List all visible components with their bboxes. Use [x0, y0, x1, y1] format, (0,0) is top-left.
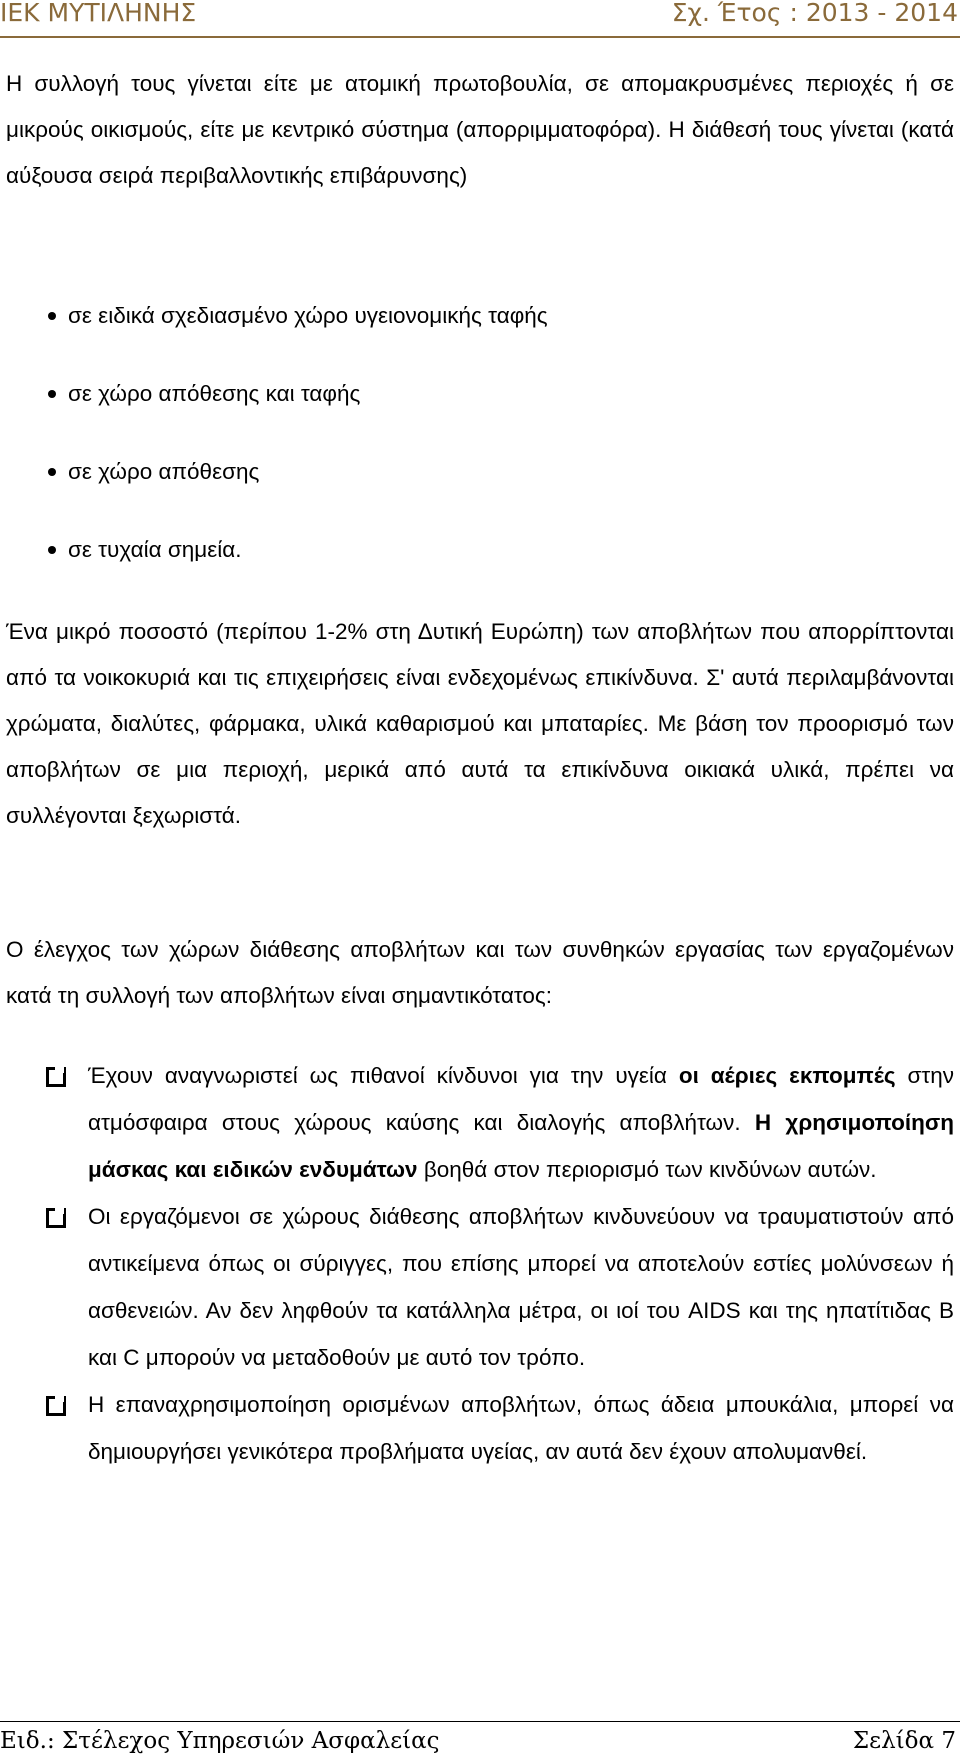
risk-list	[44, 1052, 954, 1475]
paragraph-hazardous	[6, 609, 954, 839]
footer-divider	[0, 1721, 960, 1722]
list-item: σε χώρο απόθεσης και ταφής	[48, 371, 548, 449]
list-item: σε ειδικά σχεδιασμένο χώρο υγειονομικής ταφής	[48, 293, 548, 371]
square-bullet-icon	[46, 1396, 66, 1416]
square-bullet-icon	[46, 1067, 66, 1087]
header-school-year: Σχ. Έτος : 2013 - 2014	[671, 0, 958, 27]
list-item: σε χώρο απόθεσης	[48, 449, 548, 527]
header-school: ΙΕΚ ΜΥΤΙΛΗΝΗΣ	[0, 0, 197, 27]
list-item: σε τυχαία σημεία.	[48, 527, 548, 605]
square-bullet-icon	[46, 1208, 66, 1228]
bullet-icon	[48, 390, 56, 398]
paragraph-control	[6, 927, 954, 1019]
list-item: Έχουν αναγνωριστεί ως πιθανοί κίνδυνοι για την υγεία οι αέριες εκπομπές στην ατμόσφαιρα στους χώρους καύσης και διαλογής αποβλήτων. Η χρησιμοποίηση μάσκας και ειδικών ενδυμάτων βοηθά στον περιορισμό των κινδύνων αυτών.	[44, 1052, 954, 1193]
disposal-list	[48, 293, 548, 605]
page-header	[0, 0, 960, 36]
list-item: Οι εργαζόμενοι σε χώρους διάθεσης αποβλήτων κινδυνεύουν να τραυματιστούν από αντικείμενα όπως οι σύριγγες, που επίσης μπορεί να αποτελούν εστίες μολύνσεων ή ασθενειών. Αν δεν ληφθούν τα κατάλληλα μέτρα, οι ιοί του AIDS και της ηπατίτιδας Β και C μπορούν να μεταδοθούν με αυτό τον τρόπο.	[44, 1193, 954, 1381]
header-divider	[0, 36, 960, 38]
bullet-icon	[48, 468, 56, 476]
paragraph-text: Ο έλεγχος των χώρων διάθεσης αποβλήτων και των συνθηκών εργασίας των εργαζομένων κατά τη συλλογή των αποβλήτων είναι σημαντικότατος:	[6, 937, 954, 1008]
bullet-icon	[48, 312, 56, 320]
list-item: Η επαναχρησιμοποίηση ορισμένων αποβλήτων, όπως άδεια μπουκάλια, μπορεί να δημιουργήσει γενικότερα προβλήματα υγείας, αν αυτά δεν έχουν απολυμανθεί.	[44, 1381, 954, 1475]
page-number: Σελίδα 7	[852, 1728, 956, 1754]
paragraph-text: Ένα μικρό ποσοστό (περίπου 1-2% στη Δυτική Ευρώπη) των αποβλήτων που απορρίπτονται από τα νοικοκυριά και τις επιχειρήσεις είναι ενδεχομένως επικίνδυνα. Σ' αυτά περιλαμβάνονται χρώματα, διαλύτες, φάρμακα, υλικά καθαρισμού και μπαταρίες. Με βάση τον προορισμό των αποβλήτων σε μια περιοχή, μερικά από αυτά τα επικίνδυνα οικιακά υλικά, πρέπει να συλλέγονται ξεχωριστά.	[6, 619, 954, 828]
footer-specialty: Ειδ.: Στέλεχος Υπηρεσιών Ασφαλείας	[0, 1728, 440, 1754]
bullet-icon	[48, 546, 56, 554]
paragraph-collection	[6, 61, 954, 199]
paragraph-text: Η συλλογή τους γίνεται είτε με ατομική πρωτοβουλία, σε απομακρυσμένες περιοχές ή σε μικρούς οικισμούς, είτε με κεντρικό σύστημα (απορριμματοφόρα). Η διάθεσή τους γίνεται (κατά αύξουσα σειρά περιβαλλοντικής επιβάρυνσης)	[6, 71, 954, 188]
